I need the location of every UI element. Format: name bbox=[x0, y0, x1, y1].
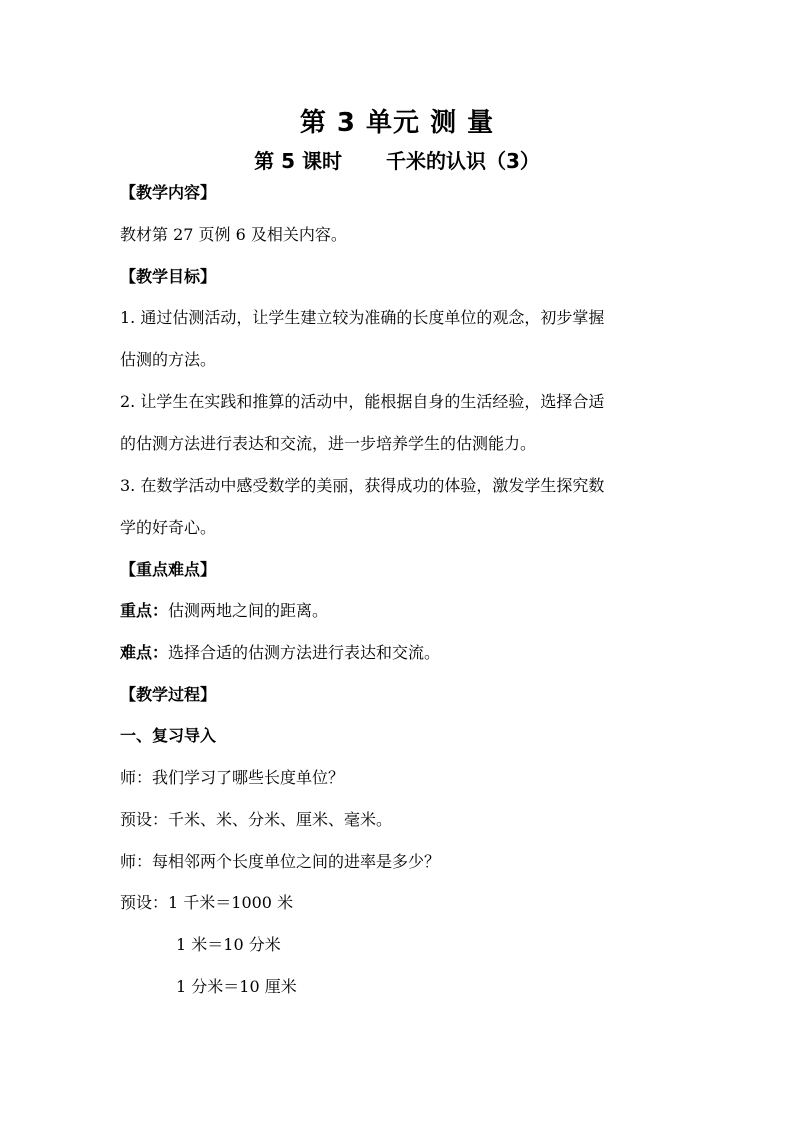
lesson-topic: 千米的认识（3） bbox=[385, 149, 540, 173]
answer-2-line2: 1 米＝10 分米 bbox=[176, 935, 281, 954]
lesson-title bbox=[0, 145, 794, 174]
unit-title: 第 3 单元 测 量 bbox=[299, 108, 495, 138]
part1-heading: 一、复习导入 bbox=[120, 726, 217, 745]
difficult-text: 选择合适的估测方法进行表达和交流。 bbox=[168, 643, 441, 662]
answer-1: 预设：千米、米、分米、厘米、毫米。 bbox=[120, 810, 393, 829]
goal2-line1: 2. 让学生在实践和推算的活动中，能根据自身的生活经验，选择合适 bbox=[120, 392, 605, 411]
goal3-line1: 3. 在数学活动中感受数学的美丽，获得成功的体验，激发学生探究数 bbox=[120, 476, 605, 495]
process-heading: 【教学过程】 bbox=[120, 685, 217, 704]
content-text: 教材第 27 页例 6 及相关内容。 bbox=[120, 225, 347, 244]
question-1: 师：我们学习了哪些长度单位？ bbox=[120, 768, 345, 787]
lesson-number: 第 5 课时 bbox=[254, 149, 342, 173]
goal2-line2: 的估测方法进行表达和交流，进一步培养学生的估测能力。 bbox=[120, 434, 537, 453]
key-point bbox=[120, 598, 328, 621]
answer-2-line1: 预设：1 千米＝1000 米 bbox=[120, 893, 294, 912]
content-heading: 【教学内容】 bbox=[120, 183, 217, 202]
answer-2-line3: 1 分米＝10 厘米 bbox=[176, 977, 297, 996]
key-label: 重点： bbox=[120, 601, 169, 620]
goals-heading: 【教学目标】 bbox=[120, 267, 217, 286]
difficult-label: 难点： bbox=[120, 643, 169, 662]
goal1-line2: 估测的方法。 bbox=[120, 350, 217, 369]
key-text: 估测两地之间的距离。 bbox=[168, 601, 329, 620]
goal3-line2: 学的好奇心。 bbox=[120, 518, 217, 537]
goal1-line1: 1. 通过估测活动，让学生建立较为准确的长度单位的观念，初步掌握 bbox=[120, 308, 605, 327]
keypoints-heading: 【重点难点】 bbox=[120, 560, 217, 579]
question-2: 师：每相邻两个长度单位之间的进率是多少？ bbox=[120, 852, 441, 871]
difficult-point bbox=[120, 640, 440, 663]
